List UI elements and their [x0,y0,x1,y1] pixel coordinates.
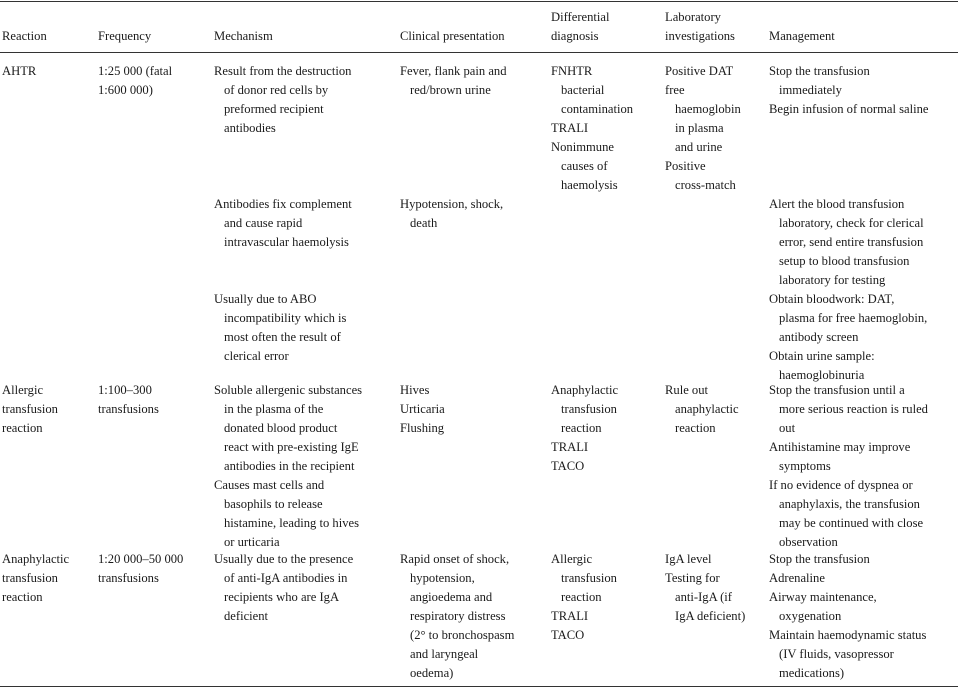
lab-line: Testing for [665,571,720,585]
differential-item [551,550,617,607]
management-line: Airway maintenance, [769,590,877,604]
mechanism-item [214,290,346,366]
lab-line: anaphylactic [675,402,739,416]
header-reaction: Reaction [2,29,47,43]
differential-line: FNHTR [551,64,593,78]
mechanism-line: antibodies in the recipient [224,459,355,473]
table-top-rule [0,1,958,2]
mechanism-line: Antibodies fix complement [214,197,352,211]
management-item [769,62,870,100]
differential-line: transfusion [561,571,617,585]
lab-line: Rule out [665,383,709,397]
clinical-item [400,419,444,438]
differential-line: haemolysis [561,178,618,192]
management-line: Alert the blood transfusion [769,197,905,211]
frequency-line: 1:25 000 (fatal [98,64,173,78]
lab-item [665,550,712,569]
mechanism-line: recipients who are IgA [224,590,340,604]
differential-item [551,457,584,476]
management-line: may be continued with close [779,516,924,530]
lab-line: Positive [665,159,706,173]
frequency-line: 1:100–300 [98,383,152,397]
mechanism-line: in the plasma of the [224,402,324,416]
differential-line: TRALI [551,121,589,135]
management-line: haemoglobinuria [779,368,865,382]
management-line: Maintain haemodynamic status [769,628,927,642]
differential-line: transfusion [561,402,617,416]
management-item [769,626,926,683]
frequency-line: 1:20 000–50 000 [98,552,184,566]
differential-item [551,381,618,438]
lab-line: haemoglobin [675,102,741,116]
header-frequency: Frequency [98,29,152,43]
mechanism-line: basophils to release [224,497,323,511]
clinical-line: red/brown urine [410,83,491,97]
management-line: Stop the transfusion [769,64,870,78]
management-line: antibody screen [779,330,859,344]
clinical-item [400,550,514,683]
management-item [769,569,825,588]
frequency-item [98,550,183,588]
frequency-line: transfusions [98,571,159,585]
clinical-line: angioedema and [410,590,493,604]
reaction-line: reaction [2,421,43,435]
differential-item [551,626,584,645]
header-differential-diagnosis: Differential diagnosis [551,10,610,43]
differential-line: TACO [551,628,585,642]
differential-line: TRALI [551,609,589,623]
differential-item [551,119,588,138]
differential-item [551,438,588,457]
management-line: setup to blood transfusion [779,254,910,268]
differential-line: bacterial [561,83,605,97]
lab-line: cross-match [675,178,736,192]
mechanism-line: incompatibility which is [224,311,347,325]
clinical-line: oedema) [410,666,454,680]
management-item [769,588,877,626]
lab-item [665,569,745,626]
differential-line: Allergic [551,552,593,566]
mechanism-line: preformed recipient [224,102,324,116]
management-line: more serious reaction is ruled [779,402,928,416]
mechanism-item [214,550,353,626]
clinical-line: hypotension, [410,571,475,585]
mechanism-item [214,195,352,252]
mechanism-line: and cause rapid [224,216,303,230]
frequency-line: transfusions [98,402,159,416]
lab-line: IgA level [665,552,712,566]
management-line: plasma for free haemoglobin, [779,311,928,325]
reaction-line: Anaphylactic [2,552,70,566]
differential-line: reaction [561,590,602,604]
management-line: Obtain urine sample: [769,349,875,363]
lab-line: in plasma [675,121,724,135]
clinical-line: Hives [400,383,430,397]
management-line: oxygenation [779,609,842,623]
lab-line: reaction [675,421,716,435]
differential-item [551,138,618,195]
differential-line: Anaphylactic [551,383,619,397]
mechanism-line: or urticaria [224,535,280,549]
mechanism-line: donated blood product [224,421,338,435]
management-item [769,476,923,552]
mechanism-line: of anti-IgA antibodies in [224,571,348,585]
header-clinical-presentation: Clinical presentation [400,29,505,43]
reaction-line: reaction [2,590,43,604]
mechanism-line: Usually due to the presence [214,552,354,566]
management-item [769,347,875,385]
reaction-line: AHTR [2,64,37,78]
mechanism-line: antibodies [224,121,276,135]
management-line: If no evidence of dyspnea or [769,478,913,492]
clinical-line: Urticaria [400,402,445,416]
mechanism-line: clerical error [224,349,289,363]
differential-line: contamination [561,102,634,116]
management-line: Obtain bloodwork: DAT, [769,292,895,306]
management-line: medications) [779,666,845,680]
management-line: Stop the transfusion [769,552,870,566]
mechanism-line: deficient [224,609,269,623]
management-line: symptoms [779,459,831,473]
mechanism-item [214,476,359,552]
mechanism-line: Usually due to ABO [214,292,317,306]
frequency-line: 1:600 000) [98,83,153,97]
clinical-line: death [410,216,438,230]
differential-item [551,607,588,626]
management-item [769,438,910,476]
mechanism-line: most often the result of [224,330,341,344]
management-line: error, send entire transfusion [779,235,924,249]
mechanism-line: Soluble allergenic substances [214,383,363,397]
lab-item [665,62,733,81]
frequency-item [98,62,172,100]
differential-item [551,62,633,119]
lab-item [665,381,739,438]
mechanism-line: of donor red cells by [224,83,329,97]
header-mechanism: Mechanism [214,29,273,43]
reaction-line: transfusion [2,571,58,585]
management-line: (IV fluids, vasopressor [779,647,894,661]
mechanism-item [214,381,362,476]
management-item [769,550,870,569]
clinical-line: Fever, flank pain and [400,64,507,78]
mechanism-line: Causes mast cells and [214,478,325,492]
management-line: laboratory for testing [779,273,886,287]
clinical-item [400,62,507,100]
management-line: Stop the transfusion until a [769,383,905,397]
management-line: observation [779,535,838,549]
management-line: Adrenaline [769,571,825,585]
reaction-item [2,62,36,81]
clinical-line: Flushing [400,421,445,435]
clinical-item [400,400,445,419]
clinical-line: (2° to bronchospasm [410,628,515,642]
differential-line: reaction [561,421,602,435]
management-line: anaphylaxis, the transfusion [779,497,920,511]
mechanism-item [214,62,351,138]
lab-line: IgA deficient) [675,609,746,623]
mechanism-line: intravascular haemolysis [224,235,349,249]
header-bottom-rule [0,52,958,53]
clinical-line: respiratory distress [410,609,506,623]
management-item [769,381,928,438]
management-line: out [779,421,796,435]
lab-line: and urine [675,140,723,154]
management-line: Begin infusion of normal saline [769,102,929,116]
clinical-line: and laryngeal [410,647,479,661]
clinical-line: Rapid onset of shock, [400,552,510,566]
lab-line: Positive DAT [665,64,734,78]
mechanism-line: histamine, leading to hives [224,516,360,530]
management-item [769,195,924,290]
clinical-item [400,381,429,400]
differential-line: TRALI [551,440,589,454]
table-bottom-rule [0,686,958,687]
management-item [769,290,927,347]
mechanism-line: react with pre-existing IgE [224,440,359,454]
differential-line: TACO [551,459,585,473]
clinical-line: Hypotension, shock, [400,197,504,211]
reaction-item [2,381,58,438]
management-item [769,100,929,119]
mechanism-line: Result from the destruction [214,64,352,78]
differential-line: Nonimmune [551,140,614,154]
header-management: Management [769,29,835,43]
reaction-line: Allergic [2,383,44,397]
management-line: laboratory, check for clerical [779,216,924,230]
lab-line: free [665,83,685,97]
header-laboratory-investigations: Laboratory investigations [665,10,735,43]
clinical-item [400,195,503,233]
management-line: immediately [779,83,842,97]
differential-line: causes of [561,159,608,173]
lab-line: anti-IgA (if [675,590,733,604]
reaction-line: transfusion [2,402,58,416]
lab-item [665,157,736,195]
lab-item [665,81,741,157]
management-line: Antihistamine may improve [769,440,911,454]
reaction-item [2,550,69,607]
frequency-item [98,381,159,419]
